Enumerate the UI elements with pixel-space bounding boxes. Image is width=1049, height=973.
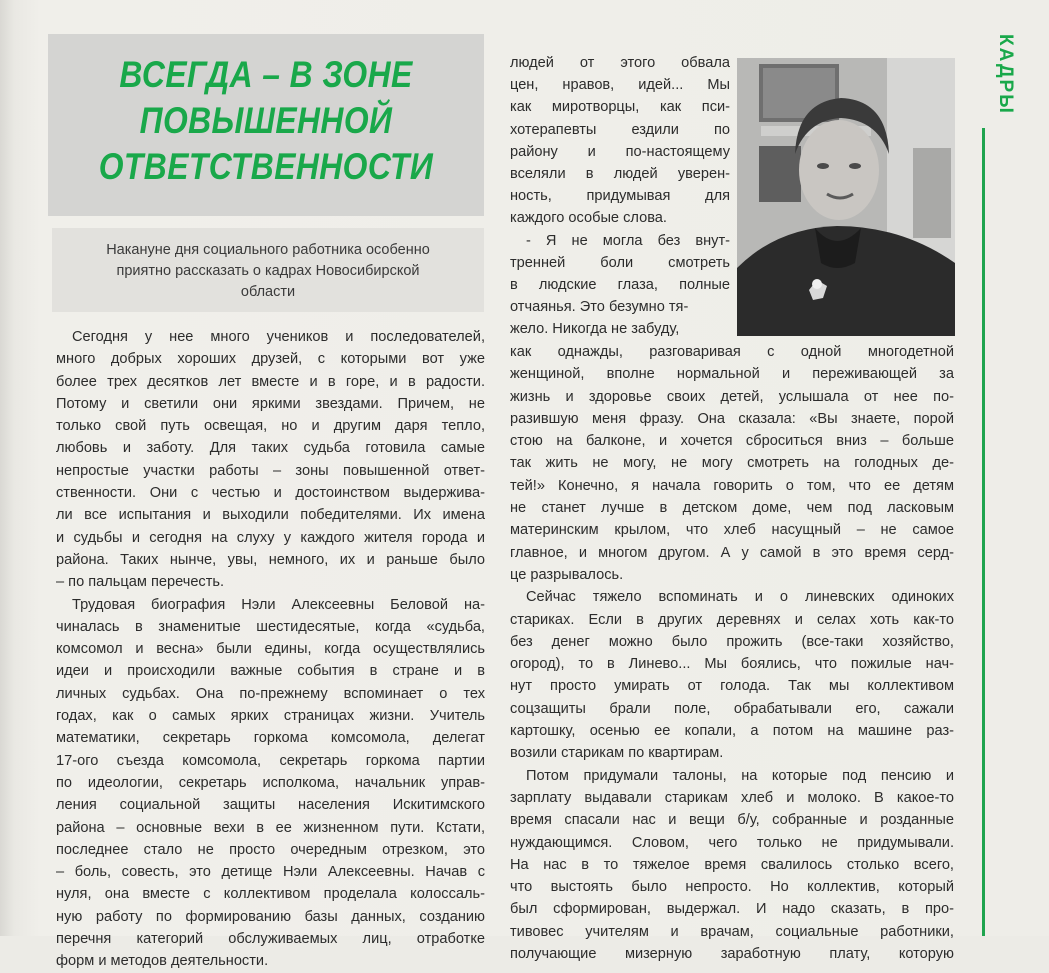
text-line: ность, придумывая для	[510, 188, 730, 205]
text-line: что выстоять было непросто. Но коллектив, который	[510, 879, 954, 896]
portrait-illustration	[737, 58, 955, 336]
text-line: любовь и заботу. Для таких судьба готовила самые	[56, 440, 485, 457]
text-line: - Я не могла без внут-	[526, 232, 730, 249]
text-line: ли все испытания и выходили победителями. Их имена	[56, 507, 485, 524]
text-line: 17-ого съезда комсомола, секретарь горкома партии	[56, 752, 485, 769]
headline-line: ОТВЕТСТВЕННОСТИ	[98, 146, 434, 187]
text-line: разившую меня фразу. Она сказала: «Вы знаете, порой	[510, 410, 954, 427]
text-line: математики, секретарь горкома комсомола, делегат	[56, 730, 485, 747]
text-line: комсомол и весна» были едины, когда осуществлялись	[56, 641, 485, 658]
text-line: чиналась в знаменитые шестидесятые, когда «судьба,	[56, 618, 485, 635]
text-line: ную работу по формированию базы данных, созданию	[56, 908, 485, 925]
text-line: личных судьбах. Она по-прежнему вспоминает о тех	[56, 685, 485, 702]
text-line: более трех десятков лет вместе и в горе, и в радости.	[56, 373, 485, 390]
text-line: це разрывалось.	[510, 566, 624, 583]
text-line: Трудовая биография Нэли Алексеевны Беловой на-	[72, 596, 485, 613]
text-line: возили старикам по квартирам.	[510, 745, 724, 762]
left-text-column	[56, 326, 485, 973]
portrait-photo	[737, 58, 955, 336]
text-line: каждого особые слова.	[510, 210, 667, 227]
text-line: зарплату выдавали старикам хлеб и молоко. В какое-то	[510, 789, 954, 806]
text-line: хотерапевты ездили по	[510, 121, 730, 138]
text-line: тей!» Конечно, я начала говорить о том, что ее детям	[510, 477, 954, 494]
text-line: без денег можно было прожить (все-таки хозяйство,	[510, 633, 954, 650]
text-line: женщиной, вполне нормальной и переживающей за	[510, 366, 954, 383]
text-line: время спасали нас и вещи б/у, собранные и розданные	[510, 812, 954, 829]
text-line: отчаянья. Это безумно тя-	[510, 299, 689, 316]
right-text-column-lower	[510, 341, 954, 965]
lead-line: Накануне дня социального работника особенно	[106, 242, 430, 258]
text-line: форм и методов деятельности.	[56, 953, 269, 970]
text-line: Потому и светили они яркими звездами. Причем, не	[56, 395, 485, 412]
text-line: в людские глаза, полные	[510, 277, 730, 294]
text-line: главное, и многом другом. А у самой в это время серд-	[510, 544, 954, 561]
text-line: района. Таких нынче, увы, немного, их и раньше было	[56, 551, 485, 568]
section-tab-label: КАДРЫ	[995, 34, 1016, 115]
text-line: и судьбы и сегодня на слуху у каждого жителя города и	[56, 529, 485, 546]
headline-line: ПОВЫШЕННОЙ	[139, 100, 393, 141]
text-line: только свой путь освещая, но и другим даря тепло,	[56, 418, 485, 435]
lead-line: приятно рассказать о кадрах Новосибирской	[116, 263, 420, 279]
text-line: так жить не могу, не могу смотреть на голодных де-	[510, 455, 954, 472]
text-line: района – основные вехи в ее жизненном пути. Кстати,	[56, 819, 485, 836]
text-line: – боль, совесть, это детище Нэли Алексеевны. Начав с	[56, 864, 485, 881]
text-line: огород), то в Линево... Мы боялись, что пожилые нач-	[510, 656, 954, 673]
text-line: Сейчас тяжело вспоминать и о линевских одиноких	[526, 589, 954, 606]
text-line: На нас в то тяжелое время свалилось столько всего,	[510, 856, 954, 873]
text-line: был сформирован, выдержал. И надо сказать, в про-	[510, 901, 954, 918]
headline-line: ВСЕГДА – В ЗОНЕ	[119, 54, 413, 95]
text-line: годах, как о самых ярких страницах жизни. Учитель	[56, 708, 485, 725]
text-line: стою на балконе, и хочется сброситься вниз – больше	[510, 433, 954, 450]
text-line: ления социальной защиты населения Искитимского	[56, 797, 485, 814]
section-tab	[978, 34, 1018, 124]
text-line: тренней боли смотреть	[510, 254, 730, 271]
text-line: нуля, она вместе с коллективом проделала колоссаль-	[56, 886, 485, 903]
text-line: нут просто умирать от голода. Так мы коллективом	[510, 678, 954, 695]
text-line: стариках. Если в других деревнях и селах хоть как-то	[510, 611, 954, 628]
text-line: картошку, осенью ее копали, а потом на машине раз-	[510, 723, 954, 740]
text-line: тивовес учителям и врачам, социальные работники,	[510, 923, 954, 940]
text-line: Сегодня у нее много учеников и последователей,	[72, 329, 485, 345]
article-headline	[79, 52, 454, 190]
text-line: как однажды, разговаривая с одной многодетной	[510, 344, 954, 360]
text-line: не станет лучше в детском доме, чем под ласковым	[510, 500, 954, 517]
text-line: как миротворцы, как пси-	[510, 99, 730, 116]
text-line: соцзащиты брали поле, обрабатывали его, сажали	[510, 700, 954, 717]
article-lead	[62, 240, 474, 303]
text-line: району и по-настоящему	[510, 143, 730, 160]
text-line: цен, нравов, идей... Мы	[510, 77, 730, 94]
text-line: – по пальцам перечесть.	[56, 574, 225, 591]
text-line: вселяли в людей уверен-	[510, 166, 730, 183]
text-line: по идеологии, секретарь исполкома, начальник управ-	[56, 774, 485, 791]
text-line: жизнь и здоровье своих детей, услышала от нее по-	[510, 388, 954, 405]
right-text-column-upper	[510, 52, 730, 341]
text-line: жело. Никогда не забуду,	[510, 321, 680, 338]
text-line: Потом придумали талоны, на которые под пенсию и	[526, 767, 954, 784]
lead-line: области	[240, 284, 296, 300]
text-line: материнским крылом, что хлеб насущный – не самое	[510, 522, 954, 539]
section-divider-rule	[982, 128, 985, 936]
text-line: идеи и происходили важные события в стране и в	[56, 663, 485, 680]
text-line: нуждающимся. Словом, чего только не придумывали.	[510, 834, 954, 851]
text-line: перечня категорий обслуживаемых лиц, отработке	[56, 931, 485, 948]
text-line: последнее стало не просто очередным отрезком, это	[56, 841, 485, 858]
text-line: много добрых хороших друзей, с которыми вот уже	[56, 351, 485, 368]
text-line: людей от этого обвала	[510, 55, 730, 71]
text-line: непростые участки работы – зоны повышенной ответ-	[56, 462, 485, 479]
text-line: получающие мизерную заработную плату, которую	[510, 946, 954, 963]
text-line: ственности. Они с честью и достоинством выдержива-	[56, 485, 485, 502]
